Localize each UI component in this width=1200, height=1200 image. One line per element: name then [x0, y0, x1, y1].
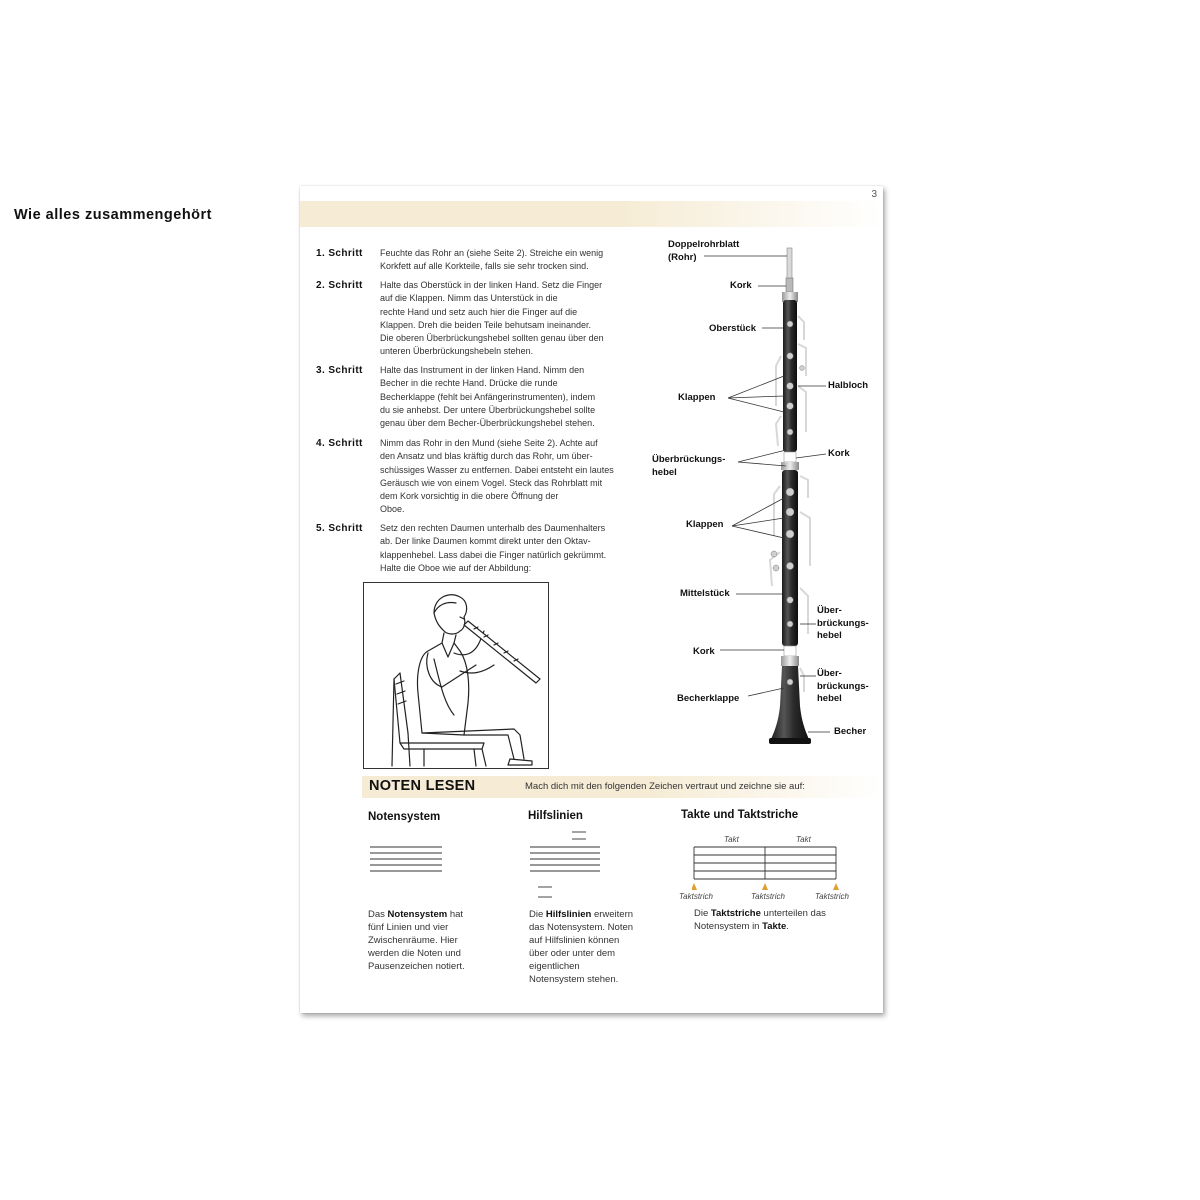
text-line: Halte die Oboe wie auf der Abbildung: [380, 562, 532, 573]
text-run: Das [368, 909, 388, 920]
text-line [694, 920, 826, 933]
text-line: dem Kork vorsichtig in die obere Öffnung der [380, 491, 559, 502]
text-line: du sie anhebst. Der untere Überbrückungshebel sollte [380, 404, 596, 415]
label-ueberbrueckungshebel [652, 454, 725, 479]
step-text [380, 364, 646, 430]
text-run: Notensystem in [694, 921, 763, 933]
text-line [368, 908, 465, 921]
text-line: Nimm das Rohr in den Mund (siehe Seite 2). Achte auf [380, 438, 598, 448]
text-line [694, 907, 826, 920]
text-run: unterteilen das [760, 908, 826, 919]
text-line: Pausenzeichen notiert. [368, 961, 465, 973]
text-line: eigentlichen [529, 961, 580, 973]
text-line: fünf Linien und vier [368, 922, 449, 934]
takt-label-1: Takt [724, 835, 739, 844]
text-line: Oboe. [380, 504, 405, 515]
cork-joint-upper [784, 452, 796, 462]
label-mittelstueck: Mittelstück [680, 588, 730, 599]
step-text [380, 247, 646, 274]
label-line: hebel [652, 466, 677, 478]
label-halbloch: Halbloch [828, 380, 869, 391]
step-label: 1. Schritt [316, 248, 363, 259]
reed [787, 248, 792, 280]
text-line: Halte das Instrument in der linken Hand. Nimm den [380, 365, 585, 375]
text-line: werden die Noten und [368, 948, 461, 960]
taktstrich-label-3: Taktstrich [815, 892, 849, 901]
text-line: über oder unter dem [529, 948, 616, 960]
label-line: hebel [817, 630, 842, 641]
step-2 [316, 279, 646, 359]
text-line: den Ansatz und blas kräftig durch das Rohr, um über- [380, 451, 593, 462]
text-line: auf Hilfslinien können [529, 935, 620, 947]
text-line: rechte Hand und setz auch hier die Finger auf die [380, 306, 578, 317]
section-title: Wie alles zusammengehört [14, 207, 213, 223]
text-line: Halte das Oberstück in der linken Hand. Setz die Finger [380, 280, 603, 290]
label-klappen-upper: Klappen [678, 392, 716, 403]
text-line: Becher in die rechte Hand. Drücke die runde [380, 378, 558, 389]
taktstrich-label-2: Taktstrich [751, 892, 785, 901]
text-takte [694, 907, 826, 933]
title-band [300, 201, 883, 227]
label-kork-mid: Kork [828, 448, 850, 459]
step-label: 4. Schritt [316, 438, 363, 449]
label-ueberbrueckungshebel-bell [817, 668, 869, 706]
text-line: auf die Klappen. Nimm das Unterstück in die [380, 293, 558, 304]
heading-notensystem: Notensystem [368, 811, 441, 823]
label-line: brückungs- [817, 680, 869, 692]
page-number: 3 [871, 189, 877, 200]
step-text [380, 279, 646, 359]
label-becher: Becher [834, 726, 867, 737]
label-ueberbrueckungshebel-middle [817, 605, 869, 643]
reed-cork [786, 278, 793, 292]
bell-ring [781, 656, 799, 666]
text-line: Becherklappe (fehlt bei Anfängerinstrumenten), indem [380, 391, 596, 402]
text-run: Die [694, 908, 711, 919]
bold-term: Notensystem [387, 909, 448, 920]
text-line: das Notensystem. Noten [529, 922, 634, 934]
step-label: 5. Schritt [316, 523, 363, 534]
bold-term: Takte [762, 921, 787, 933]
step-3 [316, 364, 646, 430]
label-line: Über- [817, 605, 842, 616]
label-line: (Rohr) [668, 251, 697, 263]
notes-subtitle: Mach dich mit den folgenden Zeichen vertraut und zeichne sie auf: [525, 781, 805, 792]
text-line: Klappen. Dreh die beiden Teile behutsam ineinander. [380, 319, 591, 330]
cork-joint-lower [784, 646, 796, 656]
text-run: Die [529, 909, 546, 920]
step-label: 2. Schritt [316, 280, 363, 291]
text-run: hat [447, 909, 464, 920]
text-line: Notensystem stehen. [529, 974, 619, 986]
label-klappen-lower: Klappen [686, 519, 724, 530]
text-run: . [786, 921, 789, 933]
label-kork-top: Kork [730, 280, 752, 291]
step-5 [316, 522, 646, 575]
text-notensystem [368, 908, 465, 973]
label-becherklappe: Becherklappe [677, 693, 740, 704]
bold-term: Hilfslinien [545, 909, 592, 920]
label-line: Doppelrohrblatt [668, 239, 740, 250]
text-line: Feuchte das Rohr an (siehe Seite 2). Streiche ein wenig [380, 248, 604, 258]
label-line: Überbrückungs- [652, 454, 726, 465]
text-hilfslinien [529, 908, 633, 987]
text-line: Korkfett auf alle Korkteile, falls sie sehr trocken sind. [380, 261, 589, 272]
label-doppelrohrblatt [668, 239, 739, 264]
text-line: ab. Der linke Daumen kommt direkt unter den Oktav- [380, 536, 591, 547]
step-1 [316, 247, 646, 274]
player-drawing [364, 583, 548, 768]
text-line: unteren Überbrückungshebeln stehen. [380, 346, 534, 357]
step-label: 3. Schritt [316, 365, 363, 376]
label-line: Über- [817, 668, 842, 679]
step-text [380, 437, 646, 517]
text-line: Zwischenräume. Hier [368, 935, 458, 947]
notes-title: NOTEN LESEN [369, 778, 476, 794]
text-line: Setz den rechten Daumen unterhalb des Daumenhalters [380, 523, 606, 533]
middle-joint [782, 470, 798, 646]
barlines-drawing [692, 845, 840, 893]
bold-term: Taktstriche [710, 908, 761, 919]
taktstrich-label-1: Taktstrich [679, 892, 713, 901]
text-line: Die oberen Überbrückungshebel sollten genau über den [380, 333, 604, 344]
text-line [529, 908, 633, 921]
heading-takte: Takte und Taktstriche [681, 809, 799, 821]
text-line: Geräusch wie von einem Vogel. Steck das Rohrblatt mit [380, 477, 603, 488]
staff-drawing [368, 845, 444, 875]
step-text [380, 522, 646, 575]
bell-key [787, 679, 793, 685]
label-kork-low: Kork [693, 646, 715, 657]
heading-hilfslinien: Hilfslinien [528, 810, 583, 822]
ledger-lines-drawing [528, 828, 604, 904]
text-line: genau über dem Becher-Überbrückungshebel stehen. [380, 418, 595, 429]
barline-markers [692, 883, 839, 890]
step-4 [316, 437, 646, 517]
bell-keys [800, 668, 804, 692]
bell-rim [769, 738, 811, 744]
text-run: erweitern [591, 909, 634, 920]
text-line: klappenhebel. Lass dabei die Finger natürlich gekrümmt. [380, 549, 607, 560]
text-line: schüssiges Wasser zu entfernen. Dabei entsteht ein lautes [380, 464, 614, 475]
takt-label-2: Takt [796, 835, 811, 844]
oboe-player-illustration [363, 582, 549, 769]
label-oberstueck: Oberstück [709, 323, 756, 334]
label-line: brückungs- [817, 617, 869, 629]
label-line: hebel [817, 693, 842, 704]
